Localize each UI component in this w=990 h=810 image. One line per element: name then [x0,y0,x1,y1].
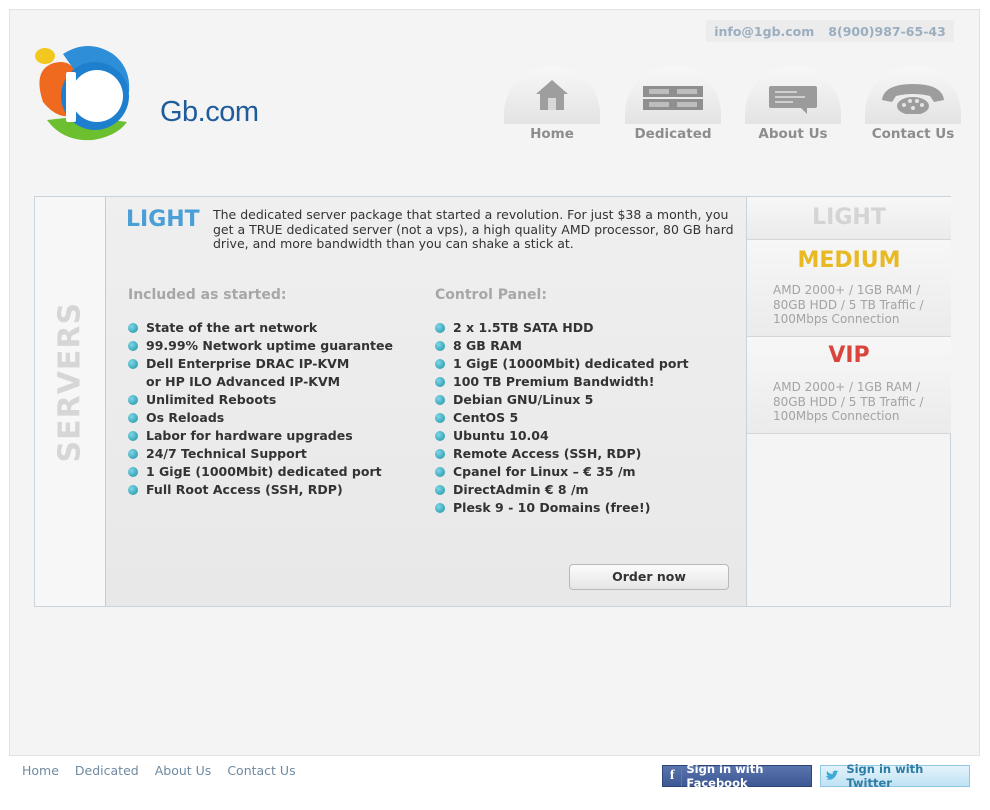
footer-link-dedicated[interactable]: Dedicated [74,763,139,778]
control-panel-heading: Control Panel: [435,287,547,303]
nav-dedicated[interactable] [625,66,721,146]
nav-label: Contact Us [871,126,955,142]
plan-description: AMD 2000+ / 1GB RAM / 80GB HDD / 5 TB Traffic / 100Mbps Connection [773,283,924,326]
logo-mark-icon [33,42,163,142]
footer-nav [22,763,296,778]
list-item: 8 GB RAM [435,337,689,355]
plan-name: LIGHT [812,205,886,230]
list-item: 24/7 Technical Support [128,445,393,463]
control-panel-list [435,319,689,517]
nav-bubble [865,66,961,124]
list-item: 2 x 1.5TB SATA HDD [435,319,689,337]
nav-label: Home [530,126,574,142]
footer-link-home[interactable]: Home [22,763,59,778]
included-list [128,319,393,499]
list-item: Ubuntu 10.04 [435,427,689,445]
included-heading: Included as started: [128,287,287,303]
nav-contact-us[interactable] [865,66,961,146]
contact-email[interactable]: info@1gb.com [714,23,815,39]
list-item: Dell Enterprise DRAC IP-KVM [128,355,393,373]
plan-name: VIP [828,343,870,368]
twitter-icon [821,766,842,786]
list-item: CentOS 5 [435,409,689,427]
plans-sidebar [746,197,950,606]
list-item: State of the art network [128,319,393,337]
list-item: Remote Access (SSH, RDP) [435,445,689,463]
plan-vip[interactable] [747,337,951,434]
footer-link-about-us[interactable]: About Us [154,763,212,778]
list-item: Plesk 9 - 10 Domains (free!) [435,499,689,517]
nav-about-us[interactable] [745,66,841,146]
list-item: Full Root Access (SSH, RDP) [128,481,393,499]
list-item: 100 TB Premium Bandwidth! [435,373,689,391]
list-item: Debian GNU/Linux 5 [435,391,689,409]
nav-bubble [625,66,721,124]
package-description: The dedicated server package that started a revolution. For just $38 a month, you get a TRUE dedicated server (not a vps), a high quality AMD processor, 80 GB hard drive, and more bandwidth than you can shake a stick at. [213,207,734,251]
servers-panel [34,196,951,607]
footer-link-contact-us[interactable]: Contact Us [227,763,296,778]
site-logo[interactable] [33,42,259,142]
twitter-signin-button[interactable] [820,762,970,790]
servers-side [35,197,106,606]
list-item: Unlimited Reboots [128,391,393,409]
facebook-signin-label: Sign in with Facebook [686,762,764,790]
plan-light[interactable] [747,197,951,240]
contact-bar [706,20,954,42]
facebook-signin-button[interactable] [662,762,812,790]
facebook-icon: f [663,766,682,786]
home-icon [532,74,572,114]
speech-bubble-icon [767,74,819,114]
list-item: Labor for hardware upgrades [128,427,393,445]
order-now-button[interactable]: Order now [569,564,729,590]
contact-phone: 8(900)987-65-43 [828,23,946,39]
telephone-icon [880,74,946,114]
list-item: DirectAdmin € 8 /m [435,481,689,499]
plan-name: MEDIUM [797,248,901,273]
package-details [106,197,746,606]
nav-label: About Us [758,126,828,142]
server-rack-icon [641,74,705,114]
servers-label: SERVERS [52,301,88,463]
list-item: Cpanel for Linux – € 35 /m [435,463,689,481]
list-item: 1 GigE (1000Mbit) dedicated port [435,355,689,373]
twitter-signin-label: Sign in with Twitter [846,762,924,790]
list-item: 1 GigE (1000Mbit) dedicated port [128,463,393,481]
logo-gb: Gb.com [160,96,259,128]
list-item: Os Reloads [128,409,393,427]
nav-home[interactable] [504,66,600,146]
plan-description: AMD 2000+ / 1GB RAM / 80GB HDD / 5 TB Traffic / 100Mbps Connection [773,380,924,423]
list-item: 99.99% Network uptime guarantee [128,337,393,355]
package-title: LIGHT [126,207,200,232]
nav-bubble [504,66,600,124]
plan-medium[interactable] [747,240,951,337]
nav-label: Dedicated [634,126,712,142]
list-item: or HP ILO Advanced IP-KVM [146,374,341,389]
logo-text [160,96,259,129]
nav-bubble [745,66,841,124]
